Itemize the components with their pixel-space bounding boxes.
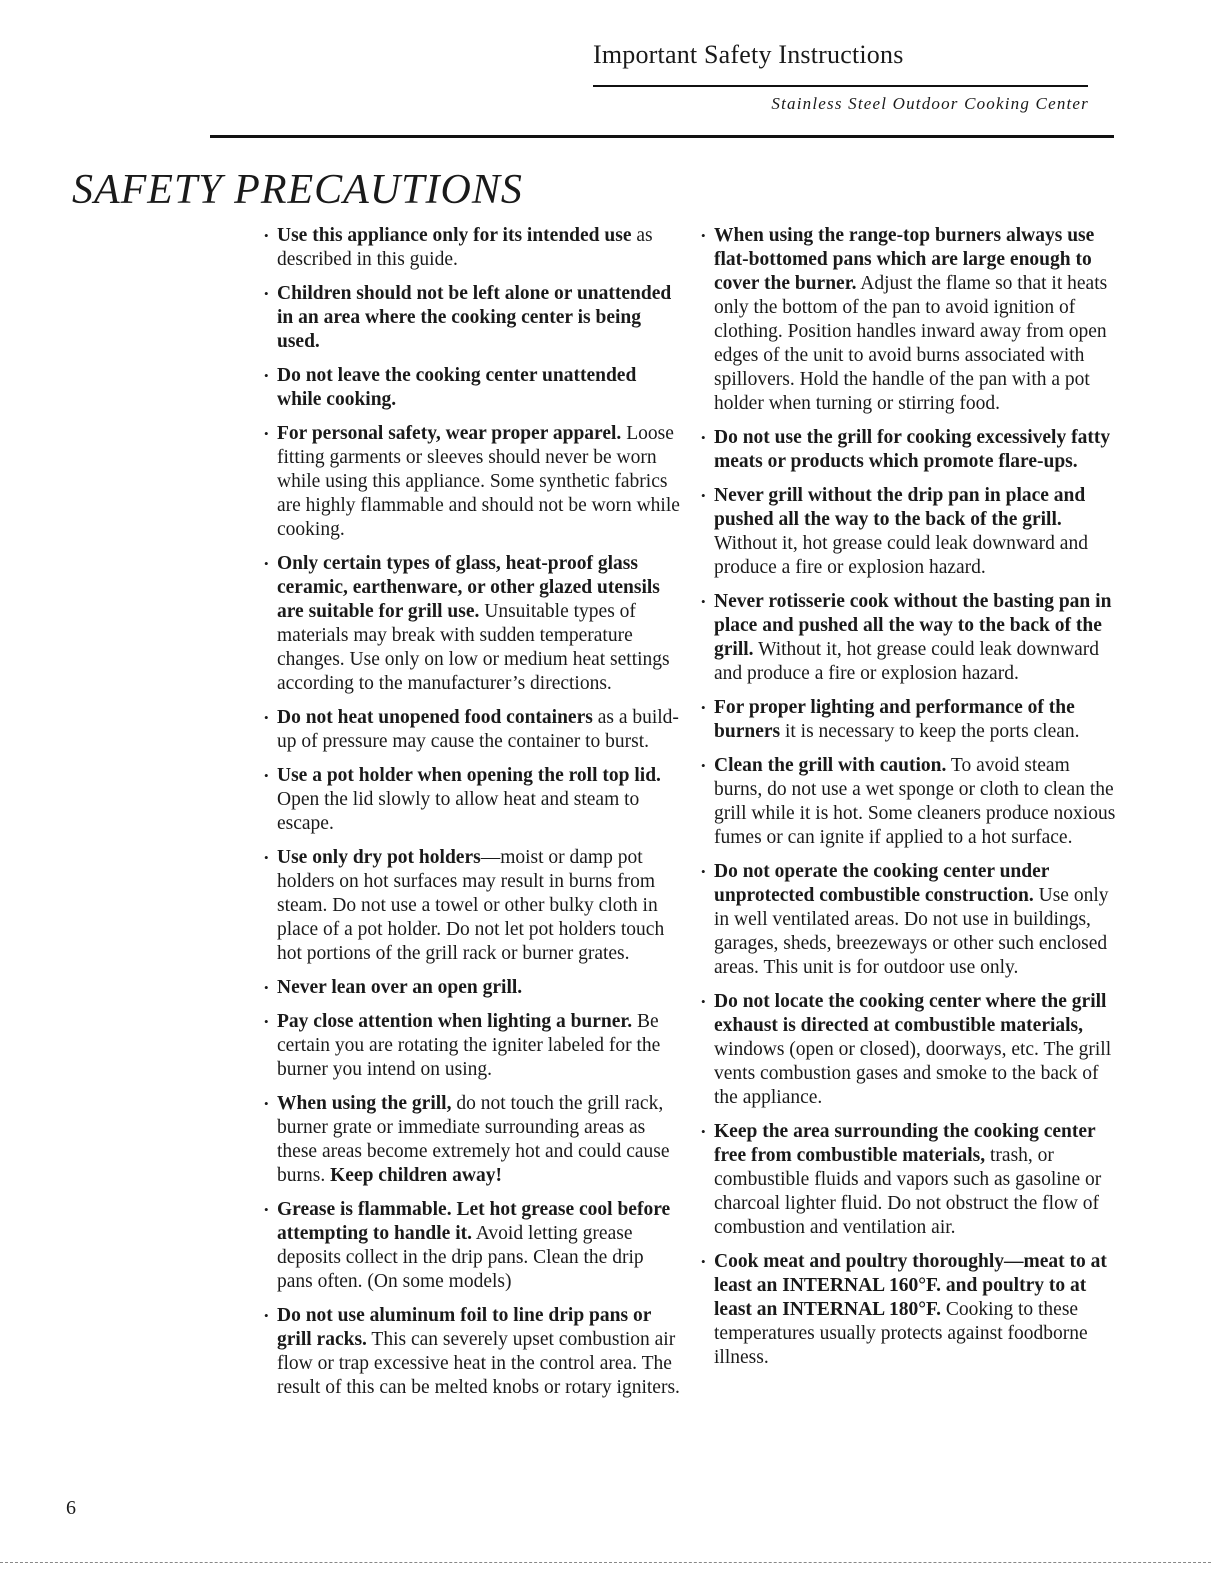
precaution-text: Cooking to these temperatures usually protects against foodborne illness.	[714, 1299, 1088, 1368]
section-title: SAFETY PRECAUTIONS	[72, 167, 523, 213]
precaution-text: it is necessary to keep the ports clean.	[780, 721, 1080, 742]
precaution-text: This can severely upset combustion air flow or trap excessive heat in the control area. The result of this can be melted knobs or rotary igniters.	[277, 1329, 680, 1398]
precaution-text: To avoid steam burns, do not use a wet sponge or cloth to clean the grill while it is hot. Some cleaners produce noxious fumes or can ignite if applied to a hot surface.	[714, 755, 1116, 848]
precaution-text: —moist or damp pot holders on hot surfaces may result in burns from steam. Do not use a towel or other bulky cloth in place of a pot holder. Do not let pot holders touch hot portions of the grill rack or burner grates.	[277, 847, 665, 964]
precaution-text: do not touch the grill rack, burner grate or immediate surrounding areas as these areas become extremely hot and could cause burns.	[277, 1093, 670, 1186]
precaution-heading: Never lean over an open grill.	[277, 977, 523, 998]
precaution-text: windows (open or closed), doorways, etc. The grill vents combustion gases and smoke to the back of the appliance.	[714, 1039, 1112, 1108]
precaution-item	[701, 224, 1121, 416]
precaution-heading: Never grill without the drip pan in place and pushed all the way to the back of the grill.	[714, 485, 1086, 530]
precaution-text: Without it, hot grease could leak downward and produce a fire or explosion hazard.	[714, 639, 1099, 684]
precaution-item	[701, 484, 1121, 580]
precaution-heading: Do not operate the cooking center under unprotected combustible construction.	[714, 861, 1050, 906]
bottom-rule	[0, 1562, 1211, 1563]
precaution-item	[264, 846, 684, 966]
precaution-heading: Use this appliance only for its intended use	[277, 225, 632, 246]
precaution-text: Loose fitting garments or sleeves should never be worn while using this appliance. Some synthetic fabrics are highly flammable and should not be worn while cooking.	[277, 423, 680, 540]
precaution-item	[701, 990, 1121, 1110]
right-column	[701, 224, 1121, 1380]
precaution-emphasis: Keep children away!	[330, 1165, 502, 1186]
precaution-item	[264, 1304, 684, 1400]
precaution-item	[701, 860, 1121, 980]
precaution-item	[701, 590, 1121, 686]
header-subtitle: Stainless Steel Outdoor Cooking Center	[771, 94, 1089, 113]
precaution-heading: Children should not be left alone or unattended in an area where the cooking center is being used.	[277, 283, 672, 352]
precaution-heading: Do not use the grill for cooking excessively fatty meats or products which promote flare-ups.	[714, 427, 1111, 472]
precaution-heading: Use a pot holder when opening the roll top lid.	[277, 765, 661, 786]
precaution-heading: Pay close attention when lighting a burner.	[277, 1011, 633, 1032]
precaution-heading: Only certain types of glass, heat-proof glass ceramic, earthenware, or other glazed utensils are suitable for grill use.	[277, 553, 660, 622]
precaution-text: Be certain you are rotating the igniter labeled for the burner you intend on using.	[277, 1011, 661, 1080]
precaution-item	[264, 282, 684, 354]
precaution-text: trash, or combustible fluids and vapors such as gasoline or charcoal lighter fluid. Do not obstruct the flow of combustion and ventilation air.	[714, 1145, 1102, 1238]
precaution-item	[264, 422, 684, 542]
precaution-text: as described in this guide.	[277, 225, 653, 270]
precaution-heading: When using the grill,	[277, 1093, 452, 1114]
header-rule-short	[593, 85, 1088, 87]
header-title: Important Safety Instructions	[593, 40, 904, 69]
precaution-item	[264, 552, 684, 696]
precaution-text: Use only in well ventilated areas. Do not use in buildings, garages, sheds, breezeways or other such enclosed areas. This unit is for outdoor use only.	[714, 885, 1109, 978]
precaution-item	[264, 1010, 684, 1082]
header-rule-long	[210, 135, 1114, 138]
precaution-heading: Use only dry pot holders	[277, 847, 481, 868]
precaution-text: as a build-up of pressure may cause the container to burst.	[277, 707, 679, 752]
precaution-text: Avoid letting grease deposits collect in the drip pans. Clean the drip pans often. (On some models)	[277, 1223, 644, 1292]
precaution-item	[264, 976, 684, 1000]
precaution-item	[264, 1092, 684, 1188]
left-column	[264, 224, 684, 1410]
precaution-heading: Cook meat and poultry thoroughly—meat to at least an INTERNAL 160°F. and poultry to at least an INTERNAL 180°F.	[714, 1251, 1107, 1320]
precaution-heading: Clean the grill with caution.	[714, 755, 947, 776]
precaution-item	[264, 224, 684, 272]
precaution-heading: Do not use aluminum foil to line drip pans or grill racks.	[277, 1305, 651, 1350]
precaution-item	[701, 426, 1121, 474]
precaution-heading: Never rotisserie cook without the basting pan in place and pushed all the way to the back of the grill.	[714, 591, 1112, 660]
precaution-heading: Do not locate the cooking center where the grill exhaust is directed at combustible materials,	[714, 991, 1107, 1036]
precaution-heading: Do not leave the cooking center unattended while cooking.	[277, 365, 637, 410]
precaution-text: Adjust the flame so that it heats only the bottom of the pan to avoid ignition of clothing. Position handles inward away from open edges of the unit to avoid burns associated with spillovers. Hold the handle of the pan with a pot holder when turning or stirring food.	[714, 273, 1108, 414]
precaution-heading: When using the range-top burners always use flat-bottomed pans which are large enough to cover the burner.	[714, 225, 1095, 294]
precaution-item	[701, 1120, 1121, 1240]
precaution-text: Open the lid slowly to allow heat and steam to escape.	[277, 789, 640, 834]
precaution-item	[701, 696, 1121, 744]
precaution-item	[701, 754, 1121, 850]
precaution-text: Unsuitable types of materials may break with sudden temperature changes. Use only on low or medium heat settings according to the manufacturer’s directions.	[277, 601, 670, 694]
precaution-heading: Grease is flammable. Let hot grease cool before attempting to handle it.	[277, 1199, 671, 1244]
precaution-heading: For personal safety, wear proper apparel.	[277, 423, 622, 444]
precaution-item	[701, 1250, 1121, 1370]
precaution-text: Without it, hot grease could leak downward and produce a fire or explosion hazard.	[714, 533, 1088, 578]
precaution-heading: For proper lighting and performance of the burners	[714, 697, 1075, 742]
precaution-heading: Do not heat unopened food containers	[277, 707, 593, 728]
page-number: 6	[66, 1497, 76, 1519]
precaution-item	[264, 764, 684, 836]
precaution-item	[264, 364, 684, 412]
precaution-item	[264, 1198, 684, 1294]
precaution-item	[264, 706, 684, 754]
precaution-heading: Keep the area surrounding the cooking center free from combustible materials,	[714, 1121, 1096, 1166]
